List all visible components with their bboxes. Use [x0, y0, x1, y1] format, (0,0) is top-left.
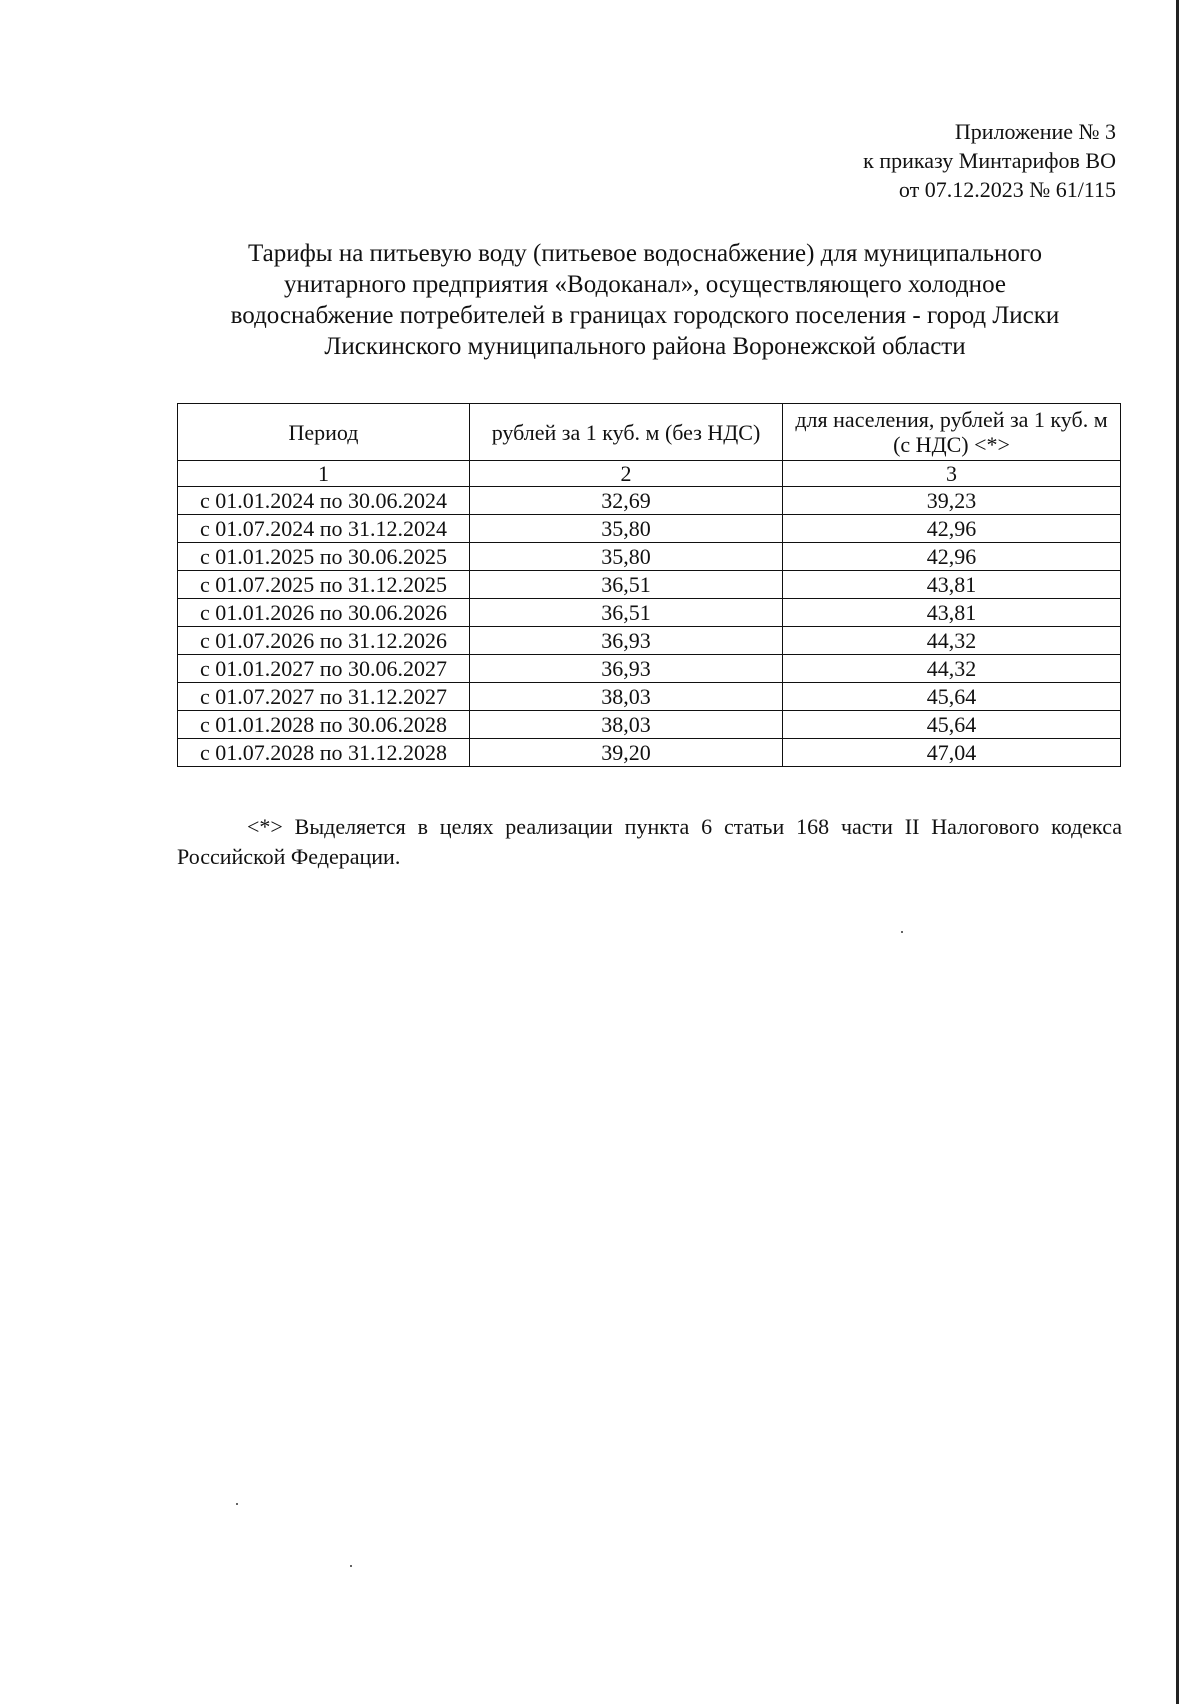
price-cell: 38,03: [470, 683, 783, 711]
table-header-row: [178, 404, 1121, 461]
population-price-cell: 44,32: [783, 627, 1121, 655]
population-price-cell: 45,64: [783, 683, 1121, 711]
population-price-cell: 42,96: [783, 515, 1121, 543]
title-line: Тарифы на питьевую воду (питьевое водоснабжение) для муниципального: [247, 240, 1043, 267]
period-cell: с 01.07.2026 по 31.12.2026: [178, 627, 470, 655]
table-row: [178, 655, 1121, 683]
price-cell: 35,80: [470, 515, 783, 543]
price-cell: 36,51: [470, 599, 783, 627]
document-title: [170, 238, 1120, 362]
column-number: 2: [470, 461, 783, 487]
price-cell: 32,69: [470, 487, 783, 515]
population-price-cell: 45,64: [783, 711, 1121, 739]
column-number: 3: [783, 461, 1121, 487]
population-price-cell: 47,04: [783, 739, 1121, 767]
population-price-cell: 39,23: [783, 487, 1121, 515]
tariff-table: [177, 403, 1121, 767]
scan-speck: [901, 931, 903, 933]
header-price-population: для населения, рублей за 1 куб. м (с НДС) <*>: [783, 404, 1121, 461]
period-cell: с 01.01.2028 по 30.06.2028: [178, 711, 470, 739]
table-row: [178, 515, 1121, 543]
title-line: водоснабжение потребителей в границах городского поселения - город Лиски: [230, 302, 1060, 329]
price-cell: 36,93: [470, 655, 783, 683]
scan-speck: [350, 1565, 352, 1567]
appendix-order-date: от 07.12.2023 № 61/115: [898, 177, 1116, 202]
price-cell: 35,80: [470, 543, 783, 571]
table-row: [178, 543, 1121, 571]
period-cell: с 01.07.2025 по 31.12.2025: [178, 571, 470, 599]
table-row: [178, 599, 1121, 627]
period-cell: с 01.01.2026 по 30.06.2026: [178, 599, 470, 627]
population-price-cell: 43,81: [783, 599, 1121, 627]
table-row: [178, 739, 1121, 767]
table-row: [178, 571, 1121, 599]
price-cell: 36,93: [470, 627, 783, 655]
scan-speck: [236, 1503, 238, 1505]
price-cell: 36,51: [470, 571, 783, 599]
header-price-no-vat: рублей за 1 куб. м (без НДС): [470, 404, 783, 461]
column-number-row: [178, 461, 1121, 487]
title-line: унитарного предприятия «Водоканал», осуществляющего холодное: [284, 271, 1006, 298]
title-line: Лискинского муниципального района Воронежской области: [324, 333, 966, 360]
appendix-reference: [863, 117, 1116, 204]
period-cell: с 01.01.2027 по 30.06.2027: [178, 655, 470, 683]
table-row: [178, 711, 1121, 739]
population-price-cell: 43,81: [783, 571, 1121, 599]
price-cell: 39,20: [470, 739, 783, 767]
period-cell: с 01.07.2028 по 31.12.2028: [178, 739, 470, 767]
scan-edge-line: [1176, 0, 1179, 1704]
population-price-cell: 42,96: [783, 543, 1121, 571]
period-cell: с 01.01.2025 по 30.06.2025: [178, 543, 470, 571]
table-row: [178, 627, 1121, 655]
appendix-order: к приказу Минтарифов ВО: [863, 148, 1116, 173]
table-row: [178, 683, 1121, 711]
period-cell: с 01.07.2027 по 31.12.2027: [178, 683, 470, 711]
column-number: 1: [178, 461, 470, 487]
footnote: <*> Выделяется в целях реализации пункта 6 статьи 168 части II Налогового кодекса Российской Федерации.: [177, 814, 1122, 869]
appendix-number: Приложение № 3: [954, 119, 1116, 144]
table-row: [178, 487, 1121, 515]
header-period: Период: [178, 404, 470, 461]
price-cell: 38,03: [470, 711, 783, 739]
period-cell: с 01.07.2024 по 31.12.2024: [178, 515, 470, 543]
period-cell: с 01.01.2024 по 30.06.2024: [178, 487, 470, 515]
population-price-cell: 44,32: [783, 655, 1121, 683]
